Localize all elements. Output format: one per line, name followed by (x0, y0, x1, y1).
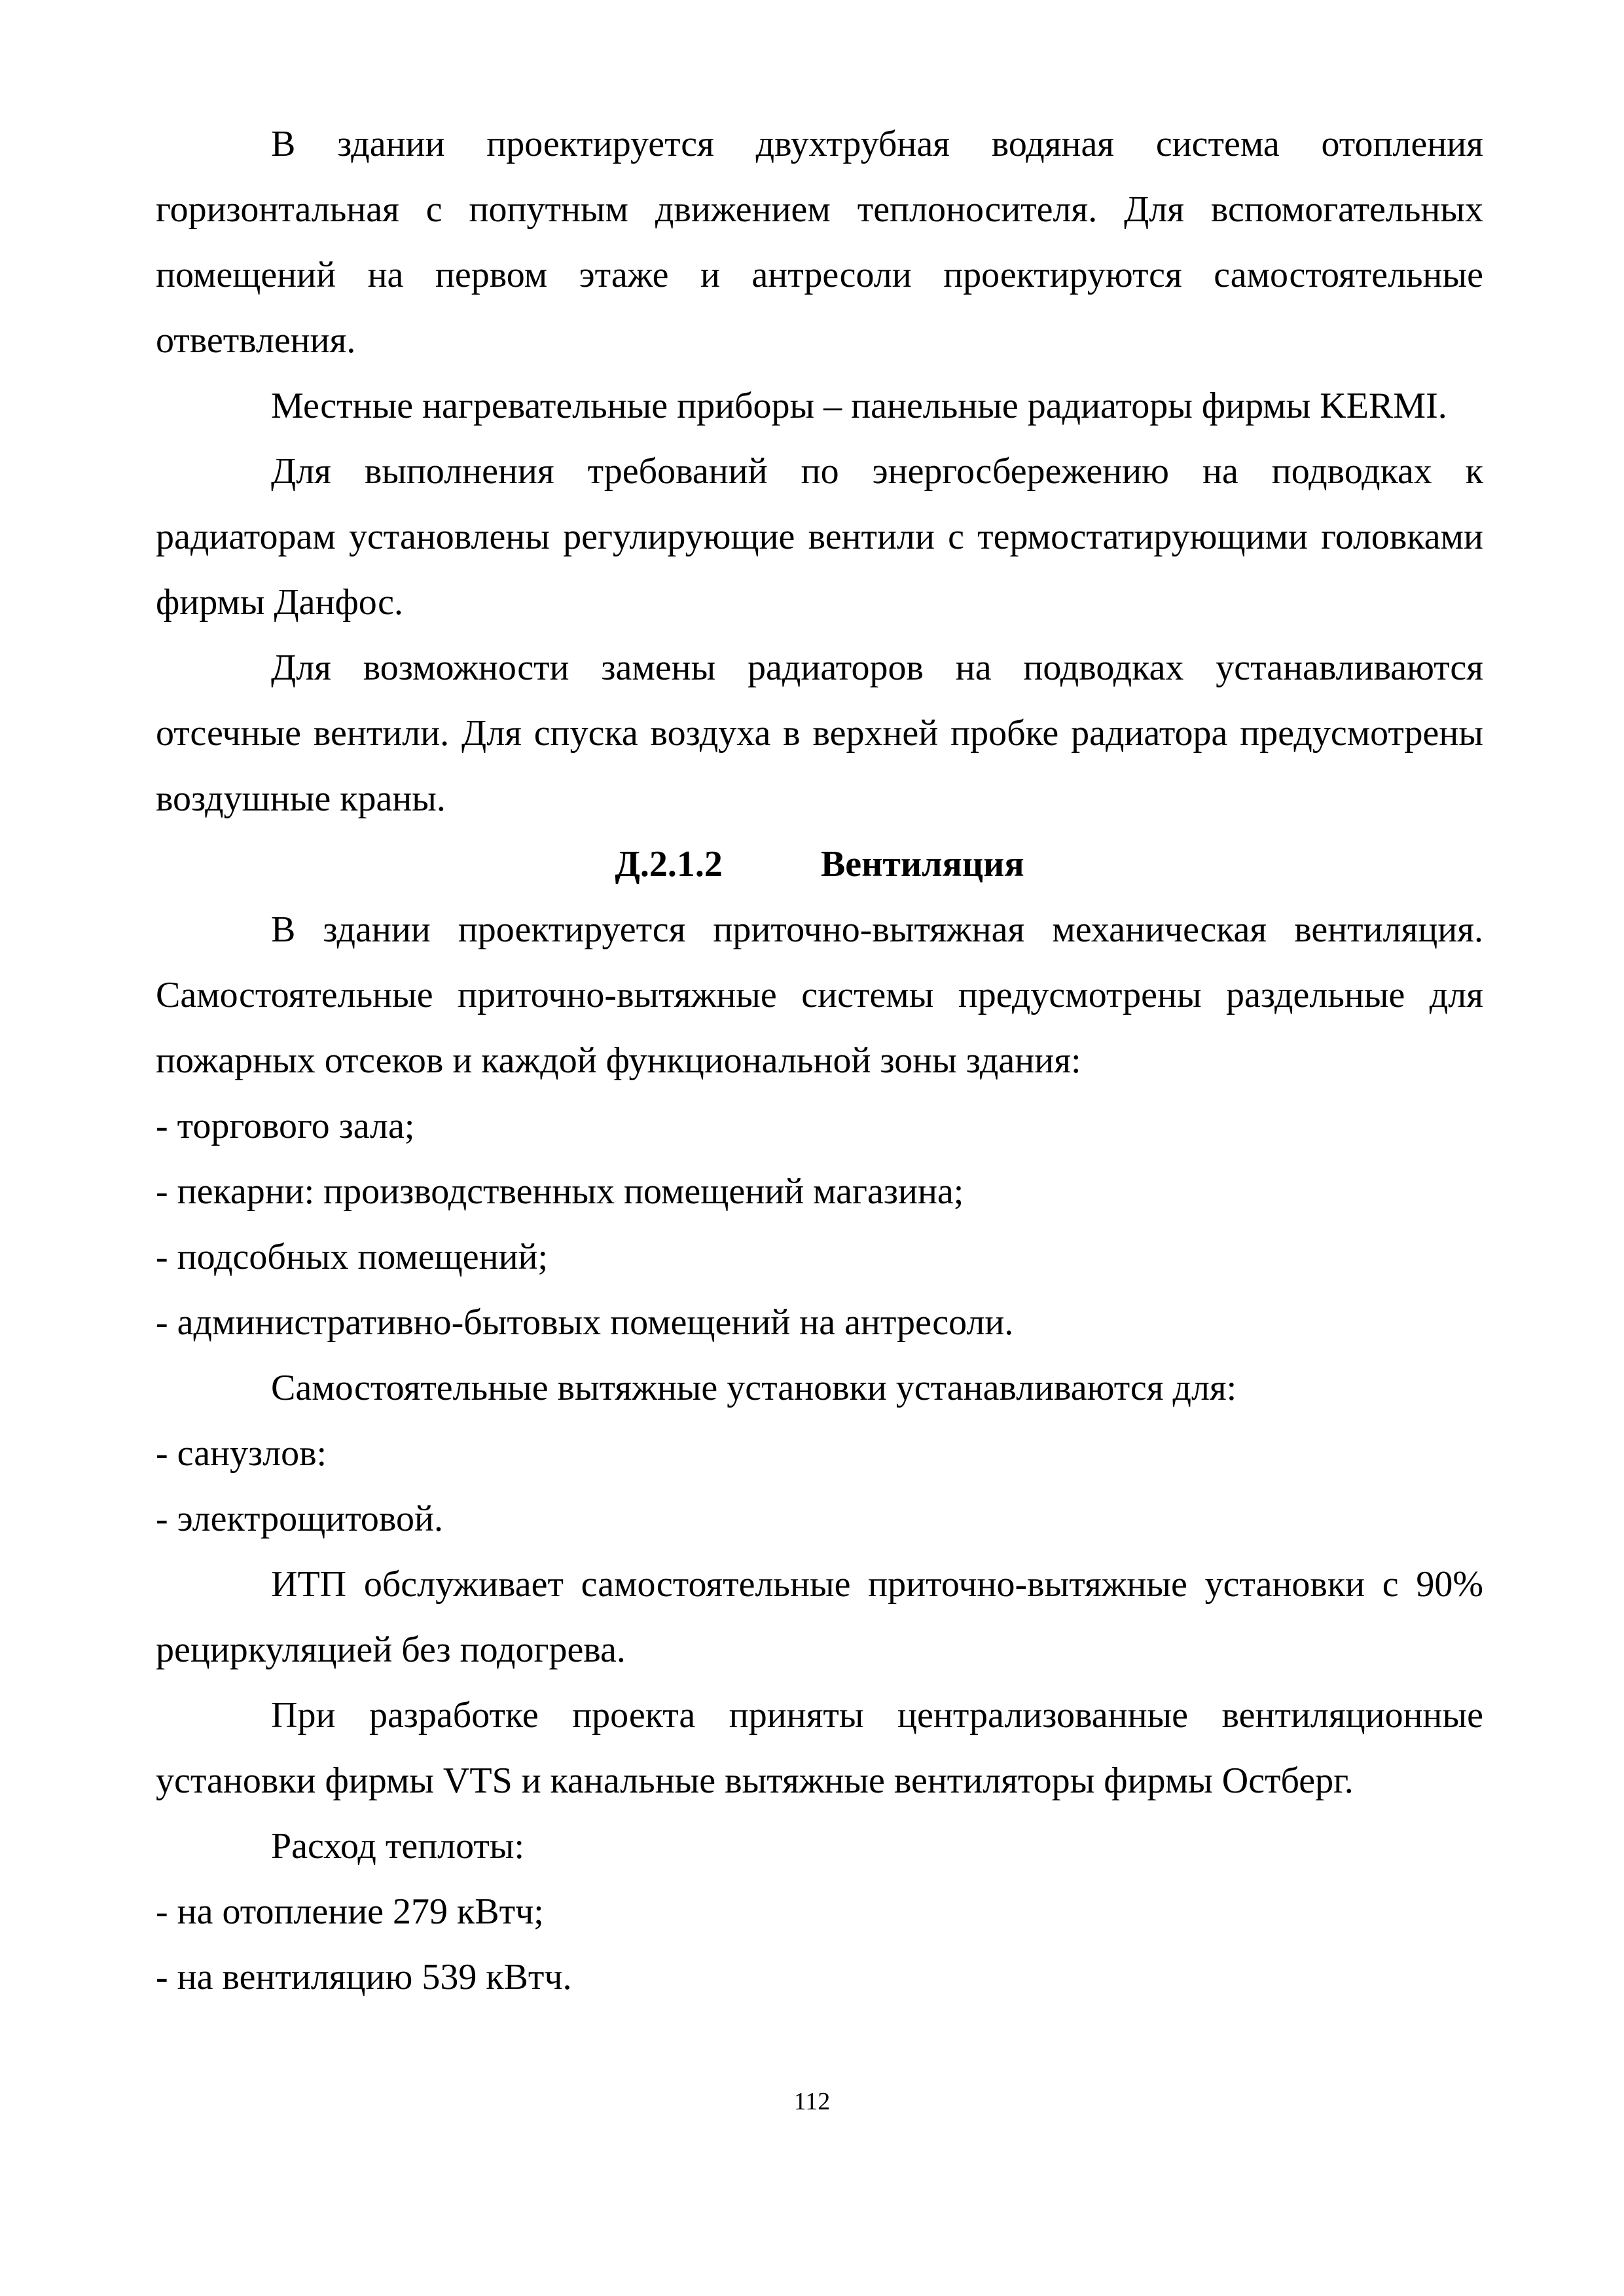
list-item: - санузлов: (156, 1433, 327, 1474)
energy-saving-paragraph: Для выполнения требований по энергосбережению на подводках к радиаторам установлены регулирующие вентили с термостатирующими головками фирмы Данфос. (156, 451, 1483, 623)
itp-paragraph: ИТП обслуживает самостоятельные приточно-вытяжные установки с 90% рециркуляцией без подогрева. (156, 1564, 1483, 1670)
section-title: Вентиляция (820, 844, 1024, 884)
document-page (156, 111, 1483, 2010)
shutoff-valves-paragraph: Для возможности замены радиаторов на подводках устанавливаются отсечные вентили. Для спуска воздуха в верхней пробке радиатора предусмотрены воздушные краны. (156, 647, 1483, 819)
list-item: - на вентиляцию 539 кВтч. (156, 1957, 572, 1997)
heating-system-paragraph: В здании проектируется двухтрубная водяная система отопления горизонтальная с попутным движением теплоносителя. Для вспомогательных помещений на первом этаже и антресоли проектируются самостоятельные ответвления. (156, 124, 1483, 361)
equipment-paragraph: При разработке проекта приняты централизованные вентиляционные установки фирмы VTS и канальные вытяжные вентиляторы фирмы Остберг. (156, 1695, 1483, 1801)
list-item: - пекарни: производственных помещений магазина; (156, 1171, 964, 1212)
exhaust-intro-paragraph: Самостоятельные вытяжные установки устанавливаются для: (271, 1368, 1237, 1408)
list-item: - электрощитовой. (156, 1499, 443, 1539)
list-item: - административно-бытовых помещений на антресоли. (156, 1302, 1014, 1343)
page-number: 112 (793, 2088, 831, 2115)
list-item: - на отопление 279 кВтч; (156, 1891, 544, 1932)
heat-consumption-intro: Расход теплоты: (271, 1826, 525, 1867)
list-item: - подсобных помещений; (156, 1237, 549, 1277)
list-item: - торгового зала; (156, 1106, 415, 1146)
section-number: Д.2.1.2 (615, 844, 723, 884)
section-heading (156, 831, 1483, 897)
ventilation-intro-paragraph: В здании проектируется приточно-вытяжная механическая вентиляция. Самостоятельные приточно-вытяжные системы предусмотрены раздельные для пожарных отсеков и каждой функциональной зоны здания: (156, 909, 1483, 1081)
radiators-paragraph: Местные нагревательные приборы – панельные радиаторы фирмы KERMI. (271, 386, 1447, 426)
